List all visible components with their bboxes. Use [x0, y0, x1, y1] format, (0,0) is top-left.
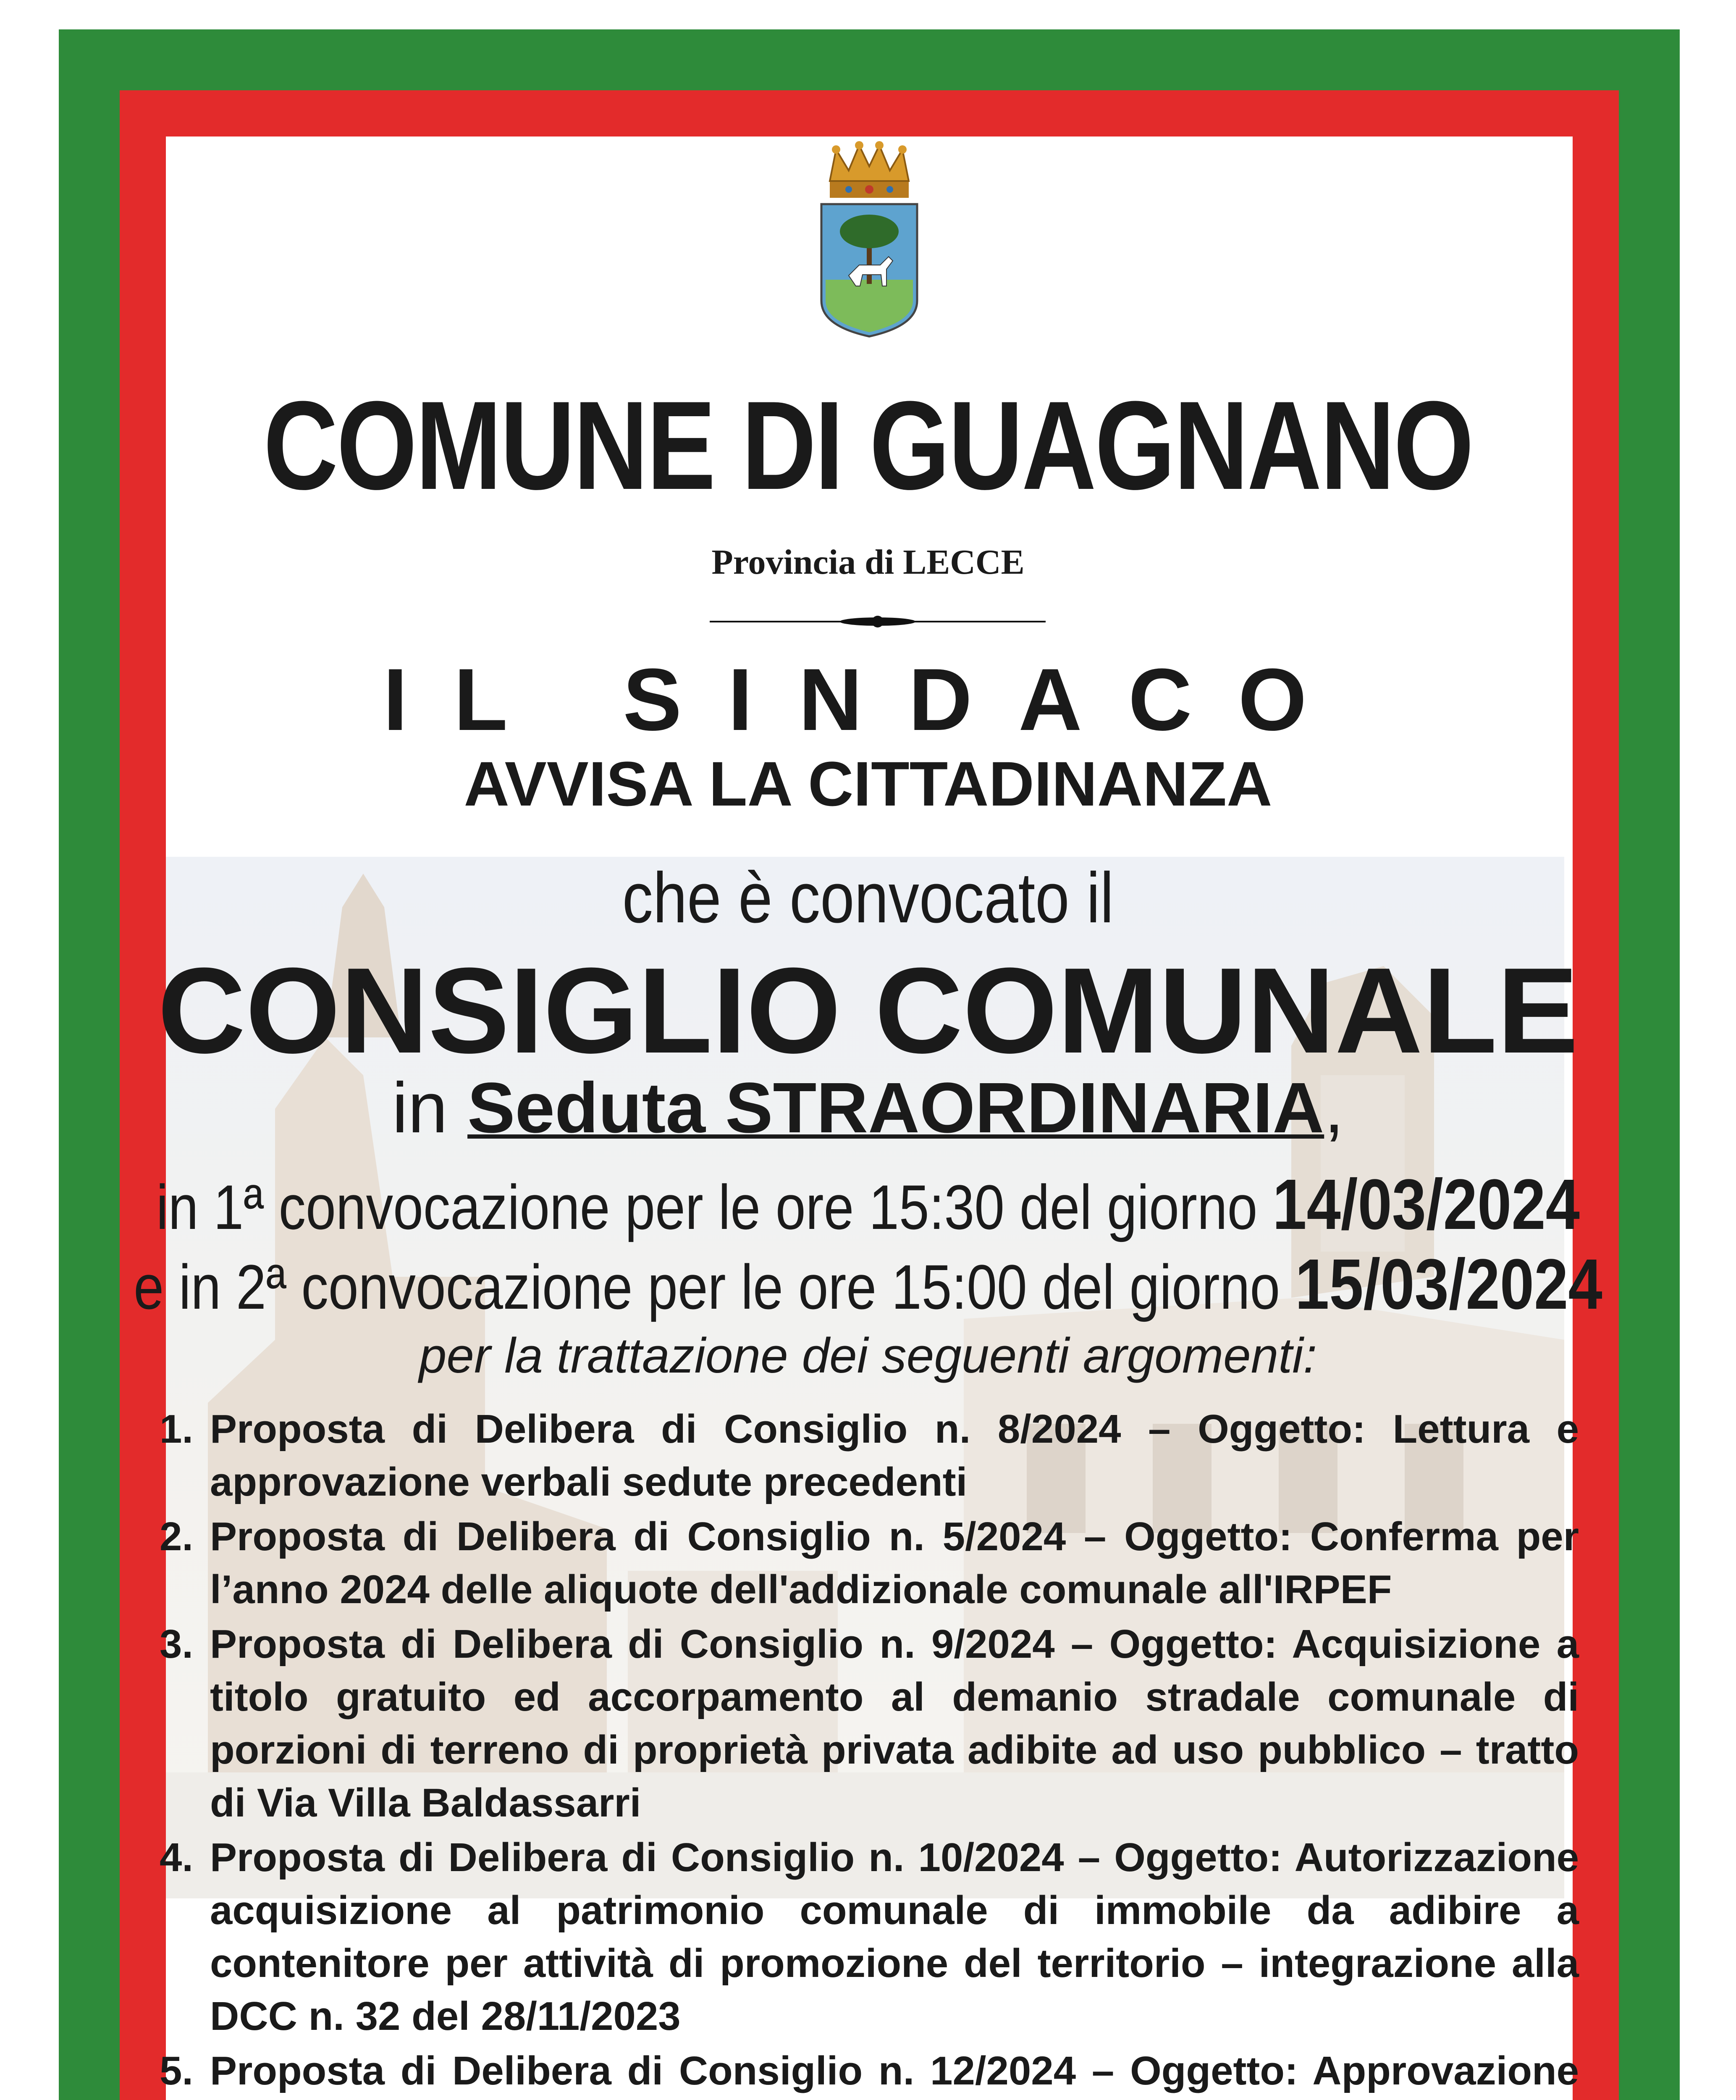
convocation-intro: che è convocato il	[622, 858, 1114, 938]
ornamental-divider	[710, 613, 1046, 630]
agenda-item: 2. Proposta di Delibera di Consiglio n. 5/2024 – Oggetto: Conferma per l’anno 2024 delle aliquote dell'addizionale comunale all'IRPEF	[160, 1514, 1579, 1612]
session-type-label: Seduta STRAORDINARIA	[467, 1068, 1324, 1148]
agenda-item: 3. Proposta di Delibera di Consiglio n. 9/2024 – Oggetto: Acquisizione a titolo gratuito ed accorpamento al demanio stradale comunale di porzioni di terreno di proprietà privata adibite ad uso pubblico – tratto di Via Villa Baldassarri	[160, 1622, 1579, 1825]
topics-intro: per la trattazione dei seguenti argomenti:	[419, 1328, 1317, 1383]
agenda-list	[160, 1403, 1579, 2100]
province-subtitle: Provincia di LECCE	[711, 543, 1025, 582]
page-title: COMUNE DI GUAGNANO	[263, 375, 1473, 516]
notice-heading: AVVISA LA CITTADINANZA	[464, 748, 1272, 819]
agenda-item: 4. Proposta di Delibera di Consiglio n. 10/2024 – Oggetto: Autorizzazione acquisizione al patrimonio comunale di immobile da adibire a contenitore per attività di promozione del territorio – integrazione alla DCC n. 32 del 28/11/2023	[160, 1835, 1579, 2039]
agenda-item: 5. Proposta di Delibera di Consiglio n. 12/2024 – Oggetto: Approvazione	[160, 2048, 1579, 2093]
mayor-heading: IL SINDACO	[383, 650, 1353, 749]
second-convocation-date: 15/03/2024	[1295, 1244, 1602, 1324]
first-convocation: in 1ª convocazione per le ore 15:30 del giorno 14/03/2024	[156, 1165, 1580, 1244]
coat-of-arms-icon	[813, 141, 926, 339]
agenda-item: 1. Proposta di Delibera di Consiglio n. 8/2024 – Oggetto: Lettura e approvazione verbali sedute precedenti	[160, 1407, 1579, 1504]
first-convocation-date: 14/03/2024	[1272, 1165, 1580, 1244]
council-heading: CONSIGLIO COMUNALE	[157, 942, 1579, 1079]
session-type: in Seduta STRAORDINARIA,	[392, 1068, 1344, 1148]
second-convocation: e in 2ª convocazione per le ore 15:00 del giorno 15/03/2024	[134, 1244, 1602, 1324]
